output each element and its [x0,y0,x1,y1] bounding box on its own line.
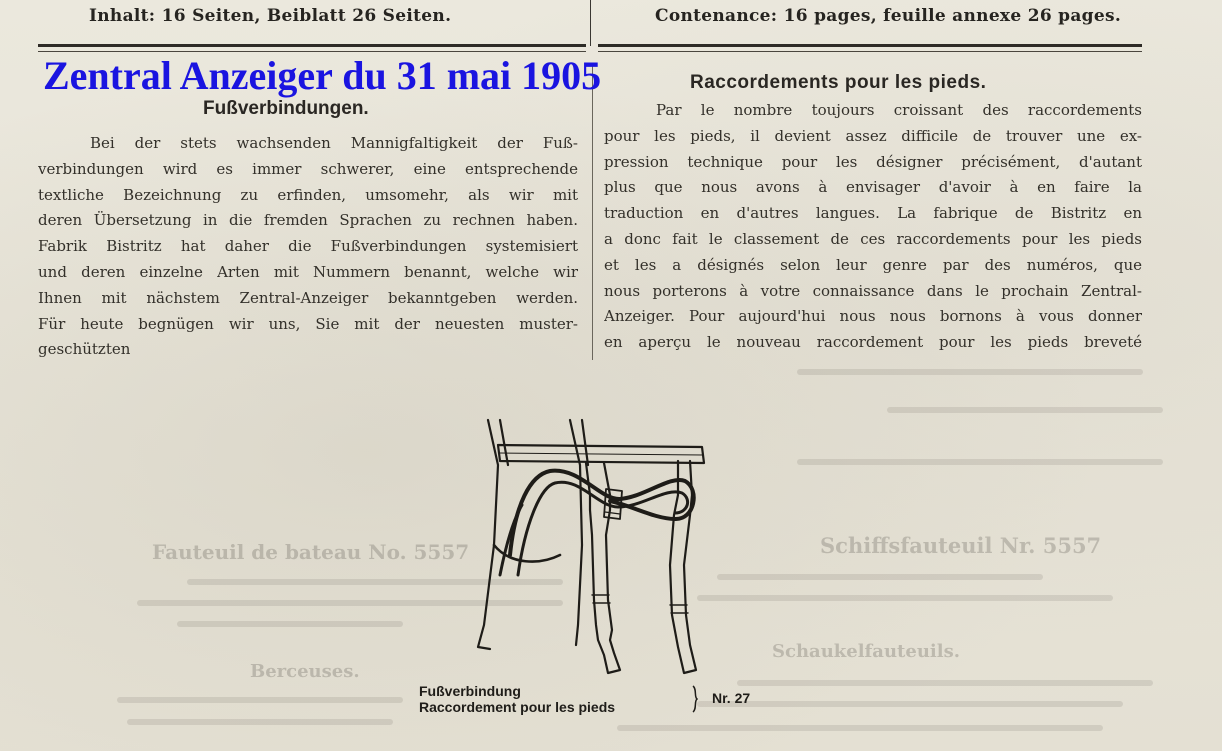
french-line: traduction en d'autres langues. La fabrique de Bistritz en [604,204,1142,223]
french-line: en aperçu le nouveau raccordement pour les pieds breveté [604,333,1142,352]
bleed-through-3: Schaukelfauteuils. [772,641,960,662]
date-stamp-title: Zentral Anzeiger du 31 mai 1905 [43,53,602,98]
heading-french: Raccordements pour les pieds. [690,72,987,93]
german-line: deren Übersetzung in die fremden Sprachen zu rechnen haben. [38,211,578,230]
german-line: verbindungen wird es immer schwerer, eine entsprechende [38,159,578,178]
caption-french: Raccordement pour les pieds [419,699,616,715]
french-line: Par le nombre toujours croissant des raccordements [656,101,1142,119]
german-article-body [38,131,578,363]
caption-german: Fußverbindung [419,683,521,699]
bleed-through-2: Fauteuil de bateau No. 5557 [152,540,470,564]
german-line: Bei der stets wachsenden Mannigfaltigkeit der Fuß- [90,134,578,152]
french-article-body [604,98,1142,356]
heading-german: Fußverbindungen. [203,98,369,119]
french-line: et les a désignés selon leur genre par des numéros, que [604,255,1142,274]
german-line: Ihnen mit nächstem Zentral-Anzeiger bekanntgeben werden. [38,288,578,307]
french-line: Anzeiger. Pour aujourd'hui nous nous bornons à vous donner [604,307,1142,326]
german-line: Fabrik Bistritz hat daher die Fußverbindungen systemisiert [38,237,578,256]
german-line: geschützten [38,340,131,359]
header-contents-de: Inhalt: 16 Seiten, Beiblatt 26 Seiten. [89,6,452,26]
bleed-through-1: Schiffsfauteuil Nr. 5557 [820,533,1102,558]
header-contents-fr: Contenance: 16 pages, feuille annexe 26 pages. [655,6,1122,26]
figure-number: Nr. 27 [712,690,751,706]
figure-caption [419,683,615,715]
german-line: und deren einzelne Arten mit Nummern benannt, welche wir [38,262,578,281]
german-line: Für heute begnügen wir uns, Sie mit der neuesten muster- [38,314,578,333]
french-line: pour les pieds, il devient assez difficile de trouver une ex- [604,126,1142,145]
french-line: pression technique pour les désigner précisément, d'autant [604,152,1142,171]
french-line: a donc fait le classement de ces raccordements pour les pieds [604,229,1142,248]
caption-brace [692,685,698,713]
bleed-through-4: Berceuses. [250,661,360,682]
chair-leg-joint-illustration [470,415,730,685]
french-line: nous porterons à votre connaissance dans le prochain Zentral- [604,281,1142,300]
french-line: plus que nous avons à envisager d'avoir à en faire la [604,178,1142,197]
german-line: textliche Bezeichnung zu erfinden, umsomehr, als wir mit [38,185,578,204]
